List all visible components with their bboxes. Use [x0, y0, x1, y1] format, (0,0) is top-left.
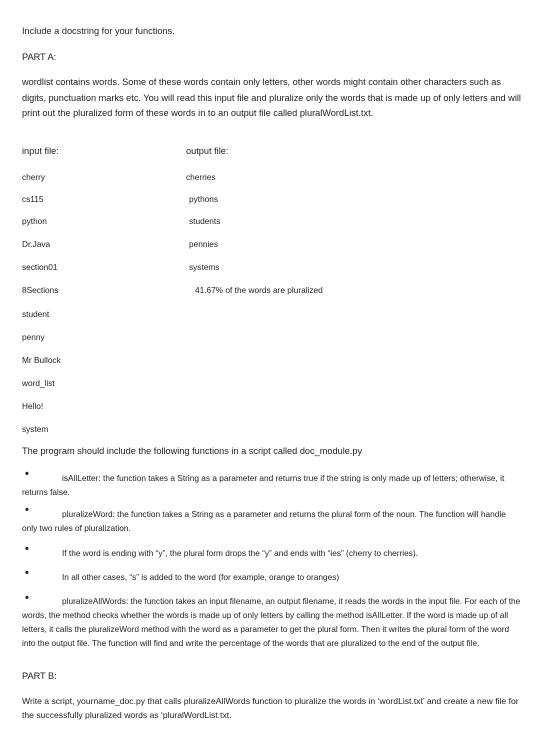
pluralizeallwords-description: pluralizeAllWords: the function takes an input filename, an output filename, it reads the words in the input file. For each of the words, the method checks whether the words is made up of only letters by calling the method isAllLetter. If the word is made up of all letters, it calls the pluralizeWord method with the word as a parameter to get the plural form. Then it writes the plural form of the word into the output file. The function will find and write the percentage of the words that are pluralized to the end of the output file.	[22, 596, 521, 648]
input-word: word_list	[22, 378, 55, 388]
input-word: Hello!	[22, 401, 44, 411]
bullet-icon: •	[25, 592, 29, 604]
output-word: cherries	[186, 172, 216, 182]
output-file-header: output file:	[186, 146, 229, 156]
part-b-description: Write a script, yourname_doc.py that calls pluralizeAllWords function to pluralize the words in ‘wordList.txt’ and create a new file for the successfully pluralized words as ‘pluralWordList.txt.	[22, 696, 519, 720]
rule-default-s: In all other cases, “s” is added to the word (for example, orange to oranges)	[62, 572, 340, 582]
input-word: section01	[22, 262, 58, 272]
input-word: Dr.Java	[22, 239, 51, 249]
input-word: penny	[22, 332, 45, 342]
input-word: Mr Bullock	[22, 355, 61, 365]
output-word: systems	[189, 262, 220, 272]
input-word: cs115	[22, 194, 44, 204]
rule-y-ending: If the word is ending with “y”, the plural form drops the “y” and ends with “ies” (cherry to cherries).	[62, 548, 418, 558]
pluralizeword-description: pluralizeWord: the function takes a String as a parameter and returns the plural form of the noun. The function will handle only two rules of pluralization.	[22, 509, 506, 533]
input-word: 8Sections	[22, 285, 59, 295]
part-b-heading: PART B:	[22, 671, 57, 681]
bullet-icon: •	[25, 468, 29, 480]
output-word: pythons	[189, 194, 219, 204]
part-a-heading: PART A:	[22, 52, 57, 62]
bullet-icon: •	[25, 567, 29, 579]
intro-text: Include a docstring for your functions.	[22, 26, 175, 36]
functions-intro: The program should include the following functions in a script called doc_module.py	[22, 446, 363, 456]
input-file-header: input file:	[22, 146, 59, 156]
input-word: cherry	[22, 172, 46, 182]
isallletter-description: isAllLetter: the function takes a String as a parameter and returns true if the string is only made up of letters; otherwise, it returns false.	[22, 473, 505, 497]
input-word: python	[22, 216, 47, 226]
part-a-description: wordlist contains words. Some of these words contain only letters, other words might contain other characters such as digits, punctuation marks etc. You will read this input file and pluralize only the words that is made up of only letters and will print out the pluralized form of these words in to an output file called pluralWordList.txt.	[22, 77, 521, 119]
bullet-icon: •	[25, 543, 29, 555]
input-word: student	[22, 309, 50, 319]
pluralized-percentage: 41.67% of the words are pluralized	[195, 285, 323, 295]
input-word: system	[22, 424, 49, 434]
output-word: pennies	[189, 239, 219, 249]
output-word: students	[189, 216, 221, 226]
bullet-icon: •	[25, 504, 29, 516]
